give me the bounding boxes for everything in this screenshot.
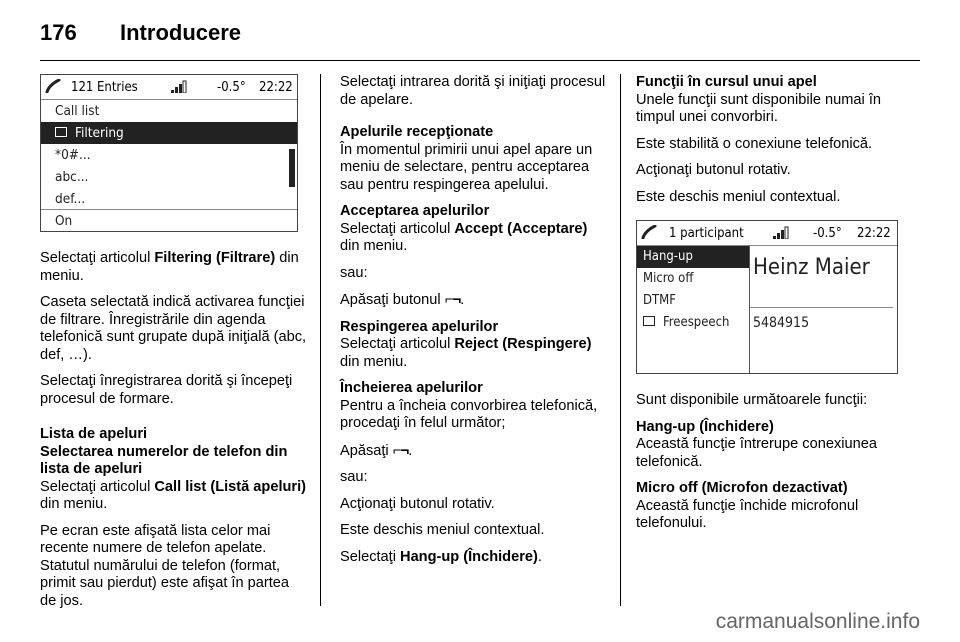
phone-icon — [45, 79, 63, 93]
paragraph: Pentru a încheia convorbirea telefonică, procedaţi în felul următor; — [340, 397, 598, 431]
paragraph: Selectaţi articolul Accept (Acceptare) din meniu. — [340, 220, 588, 254]
temperature: -0.5° — [813, 226, 842, 241]
menu-item-label: Filtering — [75, 125, 124, 141]
menu-item-micro-off[interactable]: Micro off — [643, 271, 694, 286]
paragraph: Selectaţi articolul Filtering (Filtrare) din meniu. — [40, 250, 299, 284]
heading: Micro off (Microfon dezactivat) — [636, 480, 848, 496]
column-divider-2 — [620, 74, 621, 606]
paragraph: Această funcţie închide microfonul telefonului. — [636, 497, 859, 531]
context-menu — [637, 246, 750, 374]
watermark: carmanualsonline.info — [715, 610, 920, 633]
menu-item-filtering[interactable] — [41, 122, 297, 144]
screen-phonebook — [40, 74, 298, 232]
menu-item-def[interactable]: def... — [55, 191, 86, 207]
menu-item-hang-up[interactable]: Hang-up — [637, 246, 749, 268]
screen-status-bar — [637, 221, 897, 246]
paragraph: Pe ecran este afişată lista celor mai recente numere de telefon apelate. Statutul numărului de telefon (format, primit sau pierdut) este afişat în partea de jos. — [40, 522, 290, 609]
paragraph: Este deschis meniul contextual. — [340, 522, 545, 538]
paragraph: Apăsaţi butonul ⌐¬. — [340, 291, 465, 308]
clock: 22:22 — [259, 80, 293, 95]
paragraph: Această funcţie întrerupe conexiunea telefonică. — [636, 436, 877, 470]
caller-name: Heinz Maier — [753, 255, 870, 280]
screen-in-call — [636, 220, 898, 374]
paragraph: sau: — [340, 469, 368, 485]
paragraph: Acţionaţi butonul rotativ. — [340, 495, 495, 512]
menu-item-special[interactable]: *0#... — [55, 147, 91, 163]
column-1 — [40, 74, 308, 619]
heading: Selectarea numerelor de telefon din lista de apeluri — [40, 443, 288, 477]
paragraph: Acţionaţi butonul rotativ. — [636, 162, 791, 178]
paragraph: Este deschis meniul contextual. — [636, 188, 841, 205]
paragraph: În momentul primirii unui apel apare un meniu de selectare, pentru acceptarea sau pentru respingerea apelului. — [340, 141, 593, 193]
heading: Respingerea apelurilor — [340, 318, 499, 335]
menu-item-dtmf[interactable]: DTMF — [643, 293, 676, 308]
heading: Hang-up (Închidere) — [636, 418, 774, 435]
paragraph: Selectaţi intrarea dorită şi iniţiaţi procesul de apelare. — [340, 74, 606, 108]
signal-icon — [773, 226, 793, 239]
heading: Încheierea apelurilor — [340, 380, 483, 396]
paragraph: Unele funcţii sunt disponibile numai în timpul unei convorbiri. — [636, 91, 881, 125]
status-bottom: On — [41, 209, 297, 231]
paragraph: sau: — [340, 264, 368, 281]
checkbox-icon — [643, 316, 655, 326]
screen-status-bar — [41, 75, 297, 100]
scrollbar[interactable] — [289, 149, 295, 187]
signal-icon — [171, 80, 191, 93]
column-2 — [340, 74, 608, 575]
column-divider-1 — [320, 74, 321, 606]
paragraph: Este stabilită o conexiune telefonică. — [636, 135, 873, 152]
entries-count: 121 Entries — [71, 80, 138, 95]
phone-icon — [641, 225, 659, 239]
paragraph: Selectaţi Hang-up (Închidere). — [340, 548, 542, 565]
menu-item-abc[interactable]: abc... — [55, 169, 89, 185]
participant-count: 1 participant — [669, 226, 744, 241]
phone-button-icon: ⌐¬ — [392, 441, 409, 459]
paragraph: Selectaţi articolul Reject (Respingere) din meniu. — [340, 336, 592, 370]
menu-item-label: Freespeech — [663, 315, 730, 330]
heading: Lista de apeluri — [40, 426, 148, 442]
checkbox-icon — [55, 127, 67, 137]
heading: Apelurile recepţionate — [340, 124, 494, 140]
paragraph: Caseta selectată indică activarea funcţiei de filtrare. Înregistrările din agenda telefonică sunt grupate după iniţială (abc, def, …). — [40, 294, 307, 363]
phone-button-icon: ⌐¬ — [444, 291, 461, 308]
paragraph: Sunt disponibile următoarele funcţii: — [636, 392, 868, 408]
temperature: -0.5° — [217, 80, 246, 95]
paragraph: Selectaţi înregistrarea dorită şi începeţi procesul de formare. — [40, 373, 293, 407]
column-3 — [636, 74, 906, 542]
caller-number: 5484915 — [753, 315, 810, 331]
menu-item-freespeech[interactable] — [637, 312, 749, 334]
paragraph: Selectaţi articolul Call list (Listă apeluri) din meniu. — [40, 478, 307, 512]
heading: Funcţii în cursul unui apel — [636, 74, 817, 90]
paragraph: Apăsaţi ⌐¬. — [340, 441, 413, 459]
heading: Acceptarea apelurilor — [340, 203, 490, 219]
page-number: 176 — [40, 20, 77, 45]
page-header — [40, 18, 920, 58]
page-title: Introducere — [120, 20, 242, 45]
menu-item-call-list[interactable]: Call list — [55, 103, 100, 119]
clock: 22:22 — [857, 226, 891, 241]
divider — [750, 307, 893, 308]
header-rule — [40, 60, 920, 61]
